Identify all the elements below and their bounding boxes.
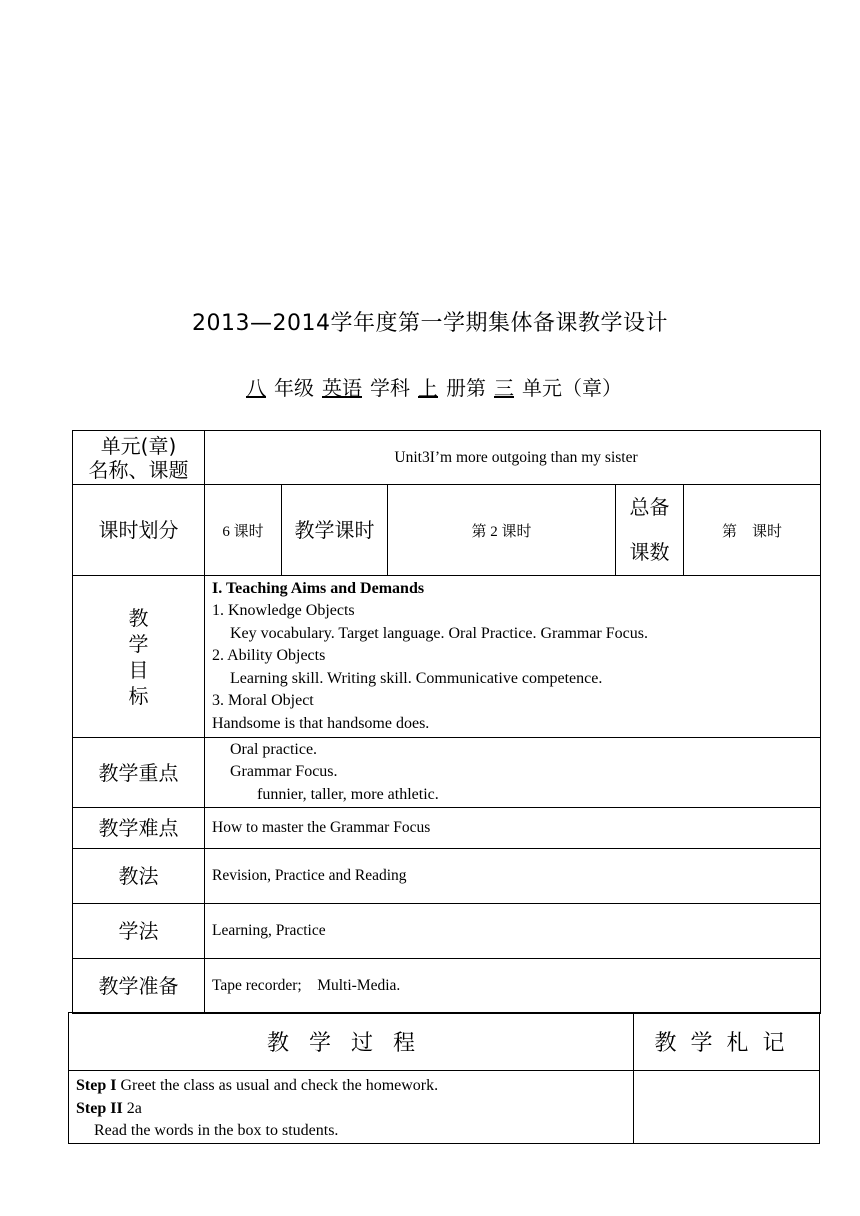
prep-label: 教学准备 [73, 959, 205, 1014]
aims-line: 3. Moral Object [212, 692, 314, 710]
difficulty-label: 教学难点 [73, 808, 205, 849]
hours-label: 课时划分 [73, 485, 205, 576]
aims-label-char: 标 [128, 683, 149, 708]
aims-label-char: 目 [128, 657, 149, 682]
key-point-line: Grammar Focus. [230, 763, 338, 781]
study-label: 学法 [73, 904, 205, 959]
step-2-label: Step II [76, 1099, 123, 1117]
aims-line: Key vocabulary. Target language. Oral Practice. Grammar Focus. [230, 624, 648, 642]
step-2 [76, 1098, 633, 1121]
lesson-plan-table [72, 430, 821, 1014]
aims-line: Learning skill. Writing skill. Communicative competence. [230, 669, 603, 687]
aims-line: Handsome is that handsome does. [212, 714, 430, 732]
method-value: Revision, Practice and Reading [205, 849, 821, 904]
difficulty-value: How to master the Grammar Focus [205, 808, 821, 849]
hours-row [73, 485, 821, 576]
aims-line: 2. Ability Objects [212, 647, 326, 665]
notes-header: 教学札记 [634, 1013, 820, 1071]
step-1-label: Step I [76, 1077, 117, 1094]
process-steps [69, 1071, 634, 1144]
hours-value: 6 课时 [205, 485, 282, 576]
key-points-label: 教学重点 [73, 738, 205, 808]
unit-title: Unit3I’m more outgoing than my sister [205, 431, 821, 485]
total-label-line1: 总备 [629, 495, 670, 519]
study-row [73, 904, 821, 959]
prep-row [73, 959, 821, 1014]
step-2-detail: Read the words in the box to students. [94, 1122, 339, 1139]
method-label: 教法 [73, 849, 205, 904]
aims-label [73, 576, 205, 738]
aims-line: 1. Knowledge Objects [212, 602, 355, 620]
course-subtitle [0, 372, 860, 401]
step-1 [76, 1075, 633, 1098]
step-1-text: Greet the class as usual and check the homework. [116, 1077, 439, 1094]
aims-label-char: 学 [128, 631, 149, 656]
key-point-line: funnier, taller, more athletic. [257, 785, 439, 803]
lesson-label: 教学课时 [282, 485, 388, 576]
notes-cell [634, 1071, 820, 1144]
key-points-content [205, 738, 821, 808]
process-header: 教学过程 [69, 1013, 634, 1071]
page-title: 2013—2014学年度第一学期集体备课教学设计 [192, 311, 668, 336]
unit-label-line1: 单元(章) [100, 433, 177, 458]
unit-value: 三 [494, 376, 514, 400]
key-points-row [73, 738, 821, 808]
process-header-row [69, 1013, 820, 1071]
total-label [616, 485, 684, 576]
unit-label [73, 431, 205, 485]
aims-row [73, 576, 821, 738]
total-label-line2: 课数 [629, 540, 670, 564]
aims-label-char: 教 [128, 605, 149, 630]
total-value: 第 课时 [684, 485, 821, 576]
study-value: Learning, Practice [205, 904, 821, 959]
key-point-line: Oral practice. [230, 740, 318, 758]
subject-value: 英语 [322, 376, 362, 400]
unit-label-line2: 名称、课题 [88, 457, 189, 482]
lesson-value: 第 2 课时 [388, 485, 616, 576]
unit-row [73, 431, 821, 485]
aims-heading: I. Teaching Aims and Demands [212, 579, 425, 597]
unit-suffix: 单元（章） [522, 376, 622, 400]
grade-suffix: 年级 [274, 376, 314, 400]
difficulty-row [73, 808, 821, 849]
process-table [68, 1012, 820, 1144]
volume-value: 上 [418, 376, 438, 400]
prep-value: Tape recorder; Multi-Media. [205, 959, 821, 1014]
volume-suffix: 册第 [446, 376, 486, 400]
step-2-text: 2a [122, 1099, 142, 1117]
subject-suffix: 学科 [370, 376, 410, 400]
process-steps-row [69, 1071, 820, 1144]
grade-value: 八 [246, 376, 266, 400]
aims-content [205, 576, 821, 738]
method-row [73, 849, 821, 904]
